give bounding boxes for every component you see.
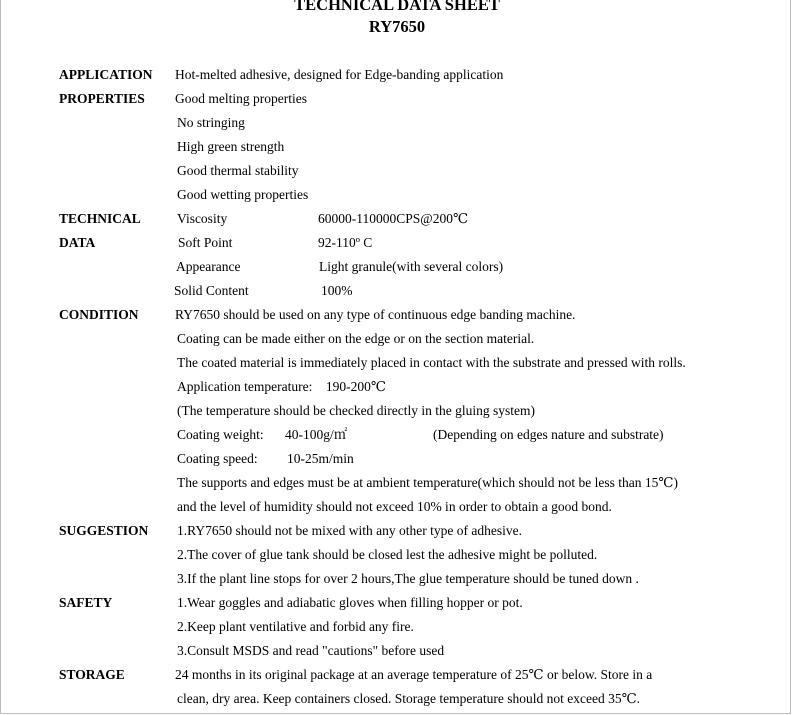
safety-line: 3.Consult MSDS and read "cautions" before used	[177, 643, 445, 658]
technical-value: 92-110º C	[318, 235, 373, 250]
storage-label: STORAGE	[59, 667, 125, 682]
safety-label: SAFETY	[59, 595, 113, 610]
condition-line: Application temperature: 190-200℃	[177, 379, 386, 394]
condition-line: RY7650 should be used on any type of continuous edge banding machine.	[175, 307, 576, 322]
property-item: Good wetting properties	[177, 187, 309, 202]
suggestion-label: SUGGESTION	[59, 523, 149, 538]
suggestion-line: 1.RY7650 should not be mixed with any other type of adhesive.	[177, 523, 522, 538]
properties-label: PROPERTIES	[59, 91, 145, 106]
condition-label: CONDITION	[59, 307, 139, 322]
technical-name: Appearance	[176, 259, 241, 274]
technical-value: 100%	[321, 283, 353, 298]
condition-line: The coated material is immediately placed in contact with the substrate and pressed with rolls.	[177, 355, 686, 370]
property-item: Good thermal stability	[177, 163, 299, 178]
technical-label: DATA	[59, 235, 96, 250]
coating-weight-label: Coating weight:	[177, 427, 264, 442]
coating-weight-value: 40-100g/㎡	[285, 427, 348, 442]
coating-speed-value: 10-25m/min	[287, 451, 354, 466]
storage-line: clean, dry area. Keep containers closed. Storage temperature should not exceed 35℃.	[177, 691, 641, 706]
application-label: APPLICATION	[59, 67, 153, 82]
storage-line: 24 months in its original package at an average temperature of 25℃ or below. Store in a	[175, 667, 653, 682]
condition-line: and the level of humidity should not exceed 10% in order to obtain a good bond.	[177, 499, 612, 514]
application-text: Hot-melted adhesive, designed for Edge-banding application	[175, 67, 504, 82]
technical-label: TECHNICAL	[59, 211, 141, 226]
coating-weight-note: (Depending on edges nature and substrate)	[433, 427, 664, 442]
technical-name: Viscosity	[177, 211, 228, 226]
document-title: TECHNICAL DATA SHEET	[294, 0, 500, 14]
condition-line: Coating can be made either on the edge or on the section material.	[177, 331, 535, 346]
condition-line: (The temperature should be checked directly in the gluing system)	[177, 403, 536, 418]
condition-line: The supports and edges must be at ambient temperature(which should not be less than 15℃)	[177, 475, 678, 490]
technical-value: 60000-110000CPS@200℃	[318, 211, 469, 226]
technical-value: Light granule(with several colors)	[319, 259, 504, 274]
safety-line: 1.Wear goggles and adiabatic gloves when filling hopper or pot.	[177, 595, 523, 610]
suggestion-line: 2.The cover of glue tank should be closed lest the adhesive might be polluted.	[177, 547, 598, 562]
coating-speed-label: Coating speed:	[177, 451, 258, 466]
suggestion-line: 3.If the plant line stops for over 2 hours,The glue temperature should be tuned down .	[177, 571, 639, 586]
property-item: No stringing	[177, 115, 245, 130]
property-item: Good melting properties	[175, 91, 307, 106]
product-code: RY7650	[368, 17, 426, 36]
safety-line: 2.Keep plant ventilative and forbid any fire.	[177, 619, 414, 634]
technical-name: Solid Content	[174, 283, 249, 298]
property-item: High green strength	[177, 139, 285, 154]
technical-name: Soft Point	[178, 235, 233, 250]
